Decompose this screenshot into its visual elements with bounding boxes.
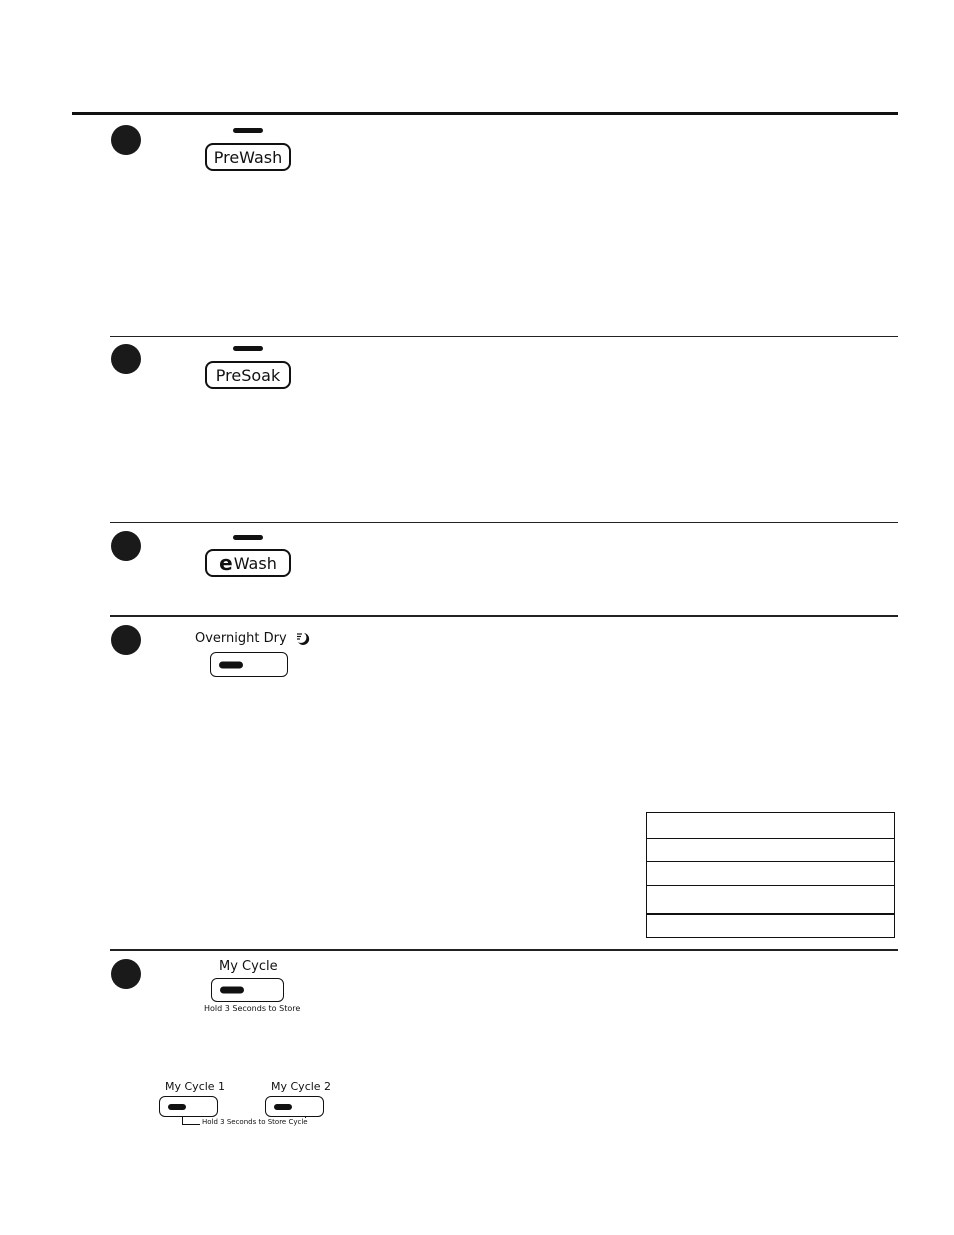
indicator-light-icon [219, 661, 243, 668]
section-divider [110, 615, 898, 617]
my-cycle-1-button[interactable] [159, 1096, 218, 1117]
moon-icon [295, 631, 311, 647]
ewash-button-label: Wash [233, 553, 277, 573]
top-rule [72, 112, 898, 115]
table-row [647, 861, 894, 862]
prewash-button-label: PreWash [213, 147, 283, 167]
section-bullet-icon [111, 344, 141, 374]
presoak-button-label: PreSoak [215, 365, 281, 385]
section-divider [110, 336, 898, 337]
prewash-button[interactable] [205, 143, 291, 171]
indicator-light-icon [233, 346, 263, 351]
section-divider [110, 522, 898, 523]
indicator-light-icon [233, 128, 263, 133]
e-logo-icon: e [219, 551, 233, 575]
table-row [647, 885, 894, 886]
indicator-light-icon [274, 1104, 292, 1110]
ewash-button[interactable] [205, 549, 291, 577]
section-bullet-icon [111, 531, 141, 561]
data-table [646, 812, 895, 938]
section-divider [110, 949, 898, 951]
my-cycle-1-label: My Cycle 1 [165, 1080, 226, 1093]
my-cycle-2-button[interactable] [265, 1096, 324, 1117]
my-cycle-label: My Cycle [219, 959, 278, 974]
indicator-light-icon [233, 535, 263, 540]
section-bullet-icon [111, 125, 141, 155]
my-cycle-2-label: My Cycle 2 [271, 1080, 332, 1093]
my-cycle-hint: Hold 3 Seconds to Store [204, 1004, 301, 1013]
indicator-light-icon [168, 1104, 186, 1110]
presoak-button[interactable] [205, 361, 291, 389]
my-cycle-button[interactable] [211, 978, 284, 1002]
my-cycle-store-hint: Hold 3 Seconds to Store Cycle [202, 1118, 308, 1126]
overnight-dry-label: Overnight Dry [195, 631, 287, 646]
overnight-dry-button[interactable] [210, 652, 288, 677]
section-bullet-icon [111, 959, 141, 989]
indicator-light-icon [220, 987, 244, 994]
table-row [647, 838, 894, 839]
table-row [647, 913, 894, 915]
section-bullet-icon [111, 625, 141, 655]
